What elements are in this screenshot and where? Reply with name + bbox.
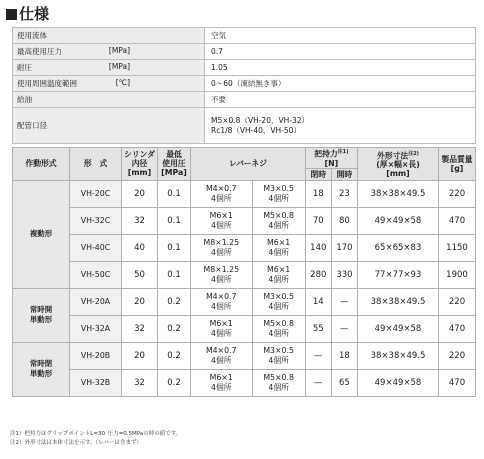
cell-line: M6×1 — [209, 318, 233, 328]
model-cell: VH-32B — [70, 369, 122, 396]
table-row — [13, 369, 476, 396]
open-force-cell: — — [331, 288, 357, 315]
cell-line: 4個所 — [268, 382, 289, 392]
model-cell: VH-20C — [70, 180, 122, 207]
bore-cell: 50 — [122, 261, 158, 288]
cell-line: 常時開 — [29, 305, 53, 315]
spec-label-text: 配管口径 — [17, 121, 47, 130]
table-row — [13, 315, 476, 342]
dimensions-cell: 49×49×58 — [358, 207, 439, 234]
mass-cell: 470 — [439, 369, 476, 396]
pressure-cell: 0.1 — [158, 261, 191, 288]
mass-cell: 1900 — [439, 261, 476, 288]
spec-unit: [MPa] — [108, 62, 130, 71]
table-row — [13, 207, 476, 234]
cell-line: M6×1 — [209, 210, 233, 220]
bore-cell: 20 — [122, 288, 158, 315]
open-force-cell: — — [331, 315, 357, 342]
cell-line: 4個所 — [210, 355, 232, 365]
cell-line: 常時閉 — [29, 359, 53, 369]
model-cell: VH-20A — [70, 288, 122, 315]
section-title-text: 仕様 — [19, 5, 50, 23]
cell-line: 4個所 — [210, 220, 232, 230]
spec-value-line: Rc1/8（VH-40、VH-50） — [211, 125, 301, 135]
model-cell: VH-50C — [70, 261, 122, 288]
open-force-cell: 23 — [331, 180, 357, 207]
cell-line: 4個所 — [210, 247, 232, 257]
action-type-cell — [13, 288, 70, 342]
mass-cell: 220 — [439, 342, 476, 369]
spec-unit: [℃] — [115, 78, 130, 87]
cell-line: M8×1.25 — [203, 264, 240, 274]
mass-cell: 470 — [439, 315, 476, 342]
open-force-cell: 330 — [331, 261, 357, 288]
footnote-1: 注1）把持力はグリップポイントL=30､圧力=0.5MPaの時の値です。 — [10, 431, 182, 437]
cell-line: M5×0.8 — [263, 372, 294, 382]
cell-line: 4個所 — [268, 328, 289, 338]
closed-force-cell: 70 — [305, 207, 331, 234]
open-force-cell: 170 — [331, 234, 357, 261]
model-cell: VH-20B — [70, 342, 122, 369]
header-model: 形 式 — [70, 148, 122, 181]
spec-label-text: 最高使用圧力 — [17, 47, 62, 56]
pressure-cell: 0.1 — [158, 180, 191, 207]
spec-label — [13, 28, 205, 44]
spec-label — [13, 108, 205, 144]
spec-value-line: 0〜60（凍結無き事） — [211, 78, 286, 88]
cell-line: M5×0.8 — [263, 210, 294, 220]
header-bore: シリンダ 内径 [mm] — [122, 148, 158, 181]
cell-line: 単動形 — [29, 369, 53, 379]
spec-value — [205, 76, 476, 92]
spec-row — [13, 108, 476, 144]
cell-line: M3×0.5 — [263, 183, 294, 193]
dimensions-cell: 38×38×49.5 — [358, 288, 439, 315]
table-row — [13, 342, 476, 369]
table-row — [13, 180, 476, 207]
table-row — [13, 261, 476, 288]
mass-cell: 470 — [439, 207, 476, 234]
pressure-cell: 0.2 — [158, 369, 191, 396]
bore-cell: 40 — [122, 234, 158, 261]
header-closed: 閉時 — [305, 168, 331, 180]
spec-value-line: 不要 — [211, 94, 226, 104]
screw-b-cell — [252, 207, 305, 234]
screw-b-cell — [252, 342, 305, 369]
spec-value-line: 1.05 — [211, 62, 228, 72]
spec-value — [205, 60, 476, 76]
table-row — [13, 288, 476, 315]
bore-cell: 32 — [122, 207, 158, 234]
pressure-cell: 0.1 — [158, 207, 191, 234]
screw-b-cell — [252, 315, 305, 342]
mass-cell: 220 — [439, 288, 476, 315]
dimensions-cell: 49×49×58 — [358, 315, 439, 342]
closed-force-cell: 280 — [305, 261, 331, 288]
cell-line: 4個所 — [268, 355, 289, 365]
screw-b-cell — [252, 288, 305, 315]
cell-line: M6×1 — [209, 372, 233, 382]
cell-line: 複動形 — [29, 229, 53, 239]
header-mass: 製品質量 [g] — [439, 148, 476, 181]
model-cell: VH-40C — [70, 234, 122, 261]
action-type-cell — [13, 180, 70, 288]
cell-line: 4個所 — [210, 382, 232, 392]
spec-table — [12, 27, 476, 144]
bore-cell: 20 — [122, 180, 158, 207]
pressure-cell: 0.1 — [158, 234, 191, 261]
cell-line: M4×0.7 — [205, 291, 237, 301]
spec-label-text: 使用流体 — [17, 31, 47, 40]
pressure-cell: 0.2 — [158, 342, 191, 369]
cell-line: M8×1.25 — [203, 237, 240, 247]
closed-force-cell: — — [305, 369, 331, 396]
square-bullet-icon — [6, 9, 17, 20]
footnotes — [10, 430, 181, 448]
spec-row — [13, 28, 476, 44]
spec-value — [205, 92, 476, 108]
closed-force-cell: 14 — [305, 288, 331, 315]
pressure-cell: 0.2 — [158, 288, 191, 315]
spec-row — [13, 76, 476, 92]
bore-cell: 20 — [122, 342, 158, 369]
screw-a-cell — [191, 261, 253, 288]
dimensions-cell: 77×77×93 — [358, 261, 439, 288]
dimensions-cell: 65×65×83 — [358, 234, 439, 261]
header-lever-screw: レバーネジ — [191, 148, 306, 181]
cell-line: 4個所 — [268, 274, 289, 284]
spec-label — [13, 92, 205, 108]
spec-value-line: 0.7 — [211, 46, 223, 56]
open-force-cell: 65 — [331, 369, 357, 396]
cell-line: 単動形 — [29, 315, 53, 325]
model-cell: VH-32A — [70, 315, 122, 342]
spec-label-text: 耐圧 — [17, 63, 32, 72]
screw-a-cell — [191, 342, 253, 369]
spec-label — [13, 76, 205, 92]
spec-label — [13, 60, 205, 76]
spec-label-text: 給油 — [17, 95, 32, 104]
screw-a-cell — [191, 207, 253, 234]
header-holding-force: 把持力$^{注1)}$ [N] — [305, 148, 357, 169]
spec-value — [205, 44, 476, 60]
spec-row — [13, 60, 476, 76]
closed-force-cell: 140 — [305, 234, 331, 261]
screw-b-cell — [252, 261, 305, 288]
spec-value — [205, 108, 476, 144]
cell-line: M6×1 — [267, 237, 291, 247]
open-force-cell: 18 — [331, 342, 357, 369]
screw-b-cell — [252, 369, 305, 396]
screw-b-cell — [252, 180, 305, 207]
bore-cell: 32 — [122, 315, 158, 342]
mass-cell: 220 — [439, 180, 476, 207]
cell-line: 4個所 — [210, 274, 232, 284]
section-title — [6, 3, 49, 24]
dimensions-cell: 49×49×58 — [358, 369, 439, 396]
header-action: 作動形式 — [13, 148, 70, 181]
table-row — [13, 234, 476, 261]
cell-line: M4×0.7 — [205, 345, 237, 355]
cell-line: 4個所 — [210, 301, 232, 311]
cell-line: 4個所 — [268, 301, 289, 311]
model-table — [12, 147, 476, 397]
cell-line: 4個所 — [268, 193, 289, 203]
screw-a-cell — [191, 315, 253, 342]
cell-line: 4個所 — [210, 328, 232, 338]
open-force-cell: 80 — [331, 207, 357, 234]
screw-a-cell — [191, 234, 253, 261]
cell-line: M3×0.5 — [263, 345, 294, 355]
spec-value-line: M5×0.8（VH-20、VH-32） — [211, 115, 309, 125]
header-open: 開時 — [331, 168, 357, 180]
dimensions-cell: 38×38×49.5 — [358, 342, 439, 369]
cell-line: 4個所 — [210, 193, 232, 203]
model-cell: VH-32C — [70, 207, 122, 234]
screw-a-cell — [191, 180, 253, 207]
footnote-2: 注2）外形寸法は本体寸法を示す。（レバーは含まず） — [10, 440, 142, 446]
cell-line: M4×0.7 — [205, 183, 237, 193]
spec-value-line: 空気 — [211, 30, 226, 40]
spec-value — [205, 28, 476, 44]
mass-cell: 1150 — [439, 234, 476, 261]
cell-line: M5×0.8 — [263, 318, 294, 328]
closed-force-cell: 18 — [305, 180, 331, 207]
action-type-cell — [13, 342, 70, 396]
screw-a-cell — [191, 288, 253, 315]
spec-row — [13, 44, 476, 60]
cell-line: M6×1 — [267, 264, 291, 274]
screw-b-cell — [252, 234, 305, 261]
dimensions-cell: 38×38×49.5 — [358, 180, 439, 207]
cell-line: 4個所 — [268, 247, 289, 257]
header-dimensions: 外形寸法$^{注2)}$ (厚×幅×長) [mm] — [358, 148, 439, 181]
spec-label — [13, 44, 205, 60]
spec-row — [13, 92, 476, 108]
header-min-pressure: 最低 使用圧 [MPa] — [158, 148, 191, 181]
screw-a-cell — [191, 369, 253, 396]
closed-force-cell: — — [305, 342, 331, 369]
spec-unit: [MPa] — [108, 46, 130, 55]
pressure-cell: 0.2 — [158, 315, 191, 342]
closed-force-cell: 55 — [305, 315, 331, 342]
cell-line: M3×0.5 — [263, 291, 294, 301]
spec-label-text: 使用周囲温度範囲 — [17, 79, 77, 88]
cell-line: 4個所 — [268, 220, 289, 230]
bore-cell: 32 — [122, 369, 158, 396]
